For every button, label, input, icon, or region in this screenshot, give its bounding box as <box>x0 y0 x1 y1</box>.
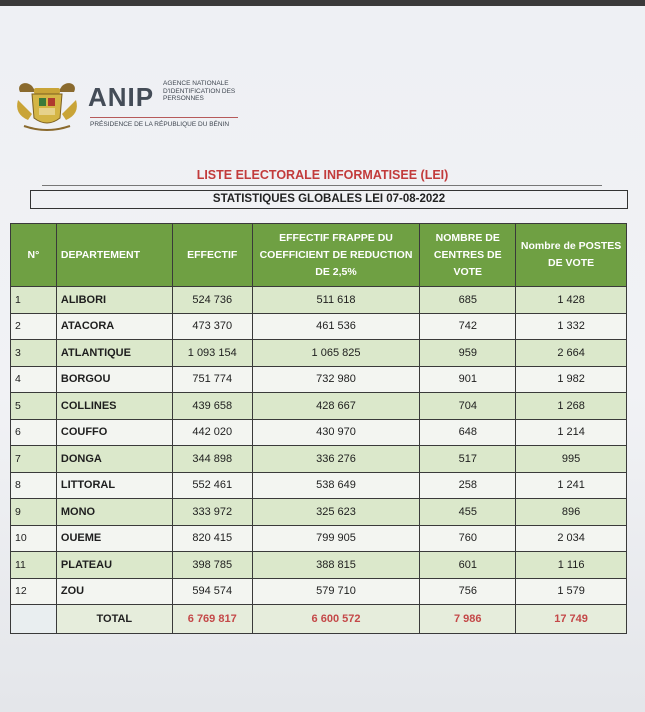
logo-divider <box>90 117 238 118</box>
column-header-number: N° <box>11 224 57 287</box>
row-effectif: 442 020 <box>172 419 252 446</box>
row-effectif: 1 093 154 <box>172 340 252 367</box>
row-centres: 742 <box>420 313 516 340</box>
row-number: 4 <box>11 366 57 393</box>
row-effectif: 398 785 <box>172 552 252 579</box>
row-effectif: 524 736 <box>172 287 252 314</box>
row-centres: 760 <box>420 525 516 552</box>
row-effectif-reduit: 428 667 <box>252 393 420 420</box>
row-number: 11 <box>11 552 57 579</box>
row-effectif: 333 972 <box>172 499 252 526</box>
row-effectif: 820 415 <box>172 525 252 552</box>
row-department: PLATEAU <box>56 552 172 579</box>
table-row <box>11 287 627 314</box>
table-row <box>11 366 627 393</box>
row-number: 6 <box>11 419 57 446</box>
row-number: 2 <box>11 313 57 340</box>
row-effectif-reduit: 336 276 <box>252 446 420 473</box>
row-effectif-reduit: 579 710 <box>252 578 420 605</box>
column-header-effectif-reduit: EFFECTIF FRAPPE DU COEFFICIENT DE REDUCTION DE 2,5% <box>252 224 420 287</box>
row-postes: 896 <box>516 499 627 526</box>
row-centres: 685 <box>420 287 516 314</box>
row-centres: 517 <box>420 446 516 473</box>
row-effectif: 552 461 <box>172 472 252 499</box>
row-number: 1 <box>11 287 57 314</box>
table-row <box>11 313 627 340</box>
row-postes: 1 579 <box>516 578 627 605</box>
row-number: 10 <box>11 525 57 552</box>
row-centres: 756 <box>420 578 516 605</box>
anip-logo: ANIP <box>88 82 155 112</box>
total-centres: 7 986 <box>420 605 516 634</box>
row-effectif-reduit: 325 623 <box>252 499 420 526</box>
row-postes: 995 <box>516 446 627 473</box>
table-row <box>11 472 627 499</box>
table-row <box>11 499 627 526</box>
row-centres: 601 <box>420 552 516 579</box>
table-row <box>11 419 627 446</box>
table-total-row <box>11 605 627 634</box>
row-department: ATACORA <box>56 313 172 340</box>
row-number: 8 <box>11 472 57 499</box>
row-effectif: 473 370 <box>172 313 252 340</box>
row-effectif-reduit: 511 618 <box>252 287 420 314</box>
title-underline <box>42 185 602 186</box>
table-row <box>11 446 627 473</box>
row-effectif: 344 898 <box>172 446 252 473</box>
table-row <box>11 525 627 552</box>
table-row <box>11 340 627 367</box>
row-department: COUFFO <box>56 419 172 446</box>
row-postes: 1 268 <box>516 393 627 420</box>
total-label: TOTAL <box>56 605 172 634</box>
row-effectif: 594 574 <box>172 578 252 605</box>
row-effectif-reduit: 799 905 <box>252 525 420 552</box>
row-postes: 1 116 <box>516 552 627 579</box>
row-effectif-reduit: 1 065 825 <box>252 340 420 367</box>
row-department: ZOU <box>56 578 172 605</box>
row-postes: 2 664 <box>516 340 627 367</box>
row-centres: 258 <box>420 472 516 499</box>
row-effectif-reduit: 732 980 <box>252 366 420 393</box>
row-effectif-reduit: 538 649 <box>252 472 420 499</box>
agency-name: AGENCE NATIONALE D'IDENTIFICATION DES PERSONNES <box>163 80 236 102</box>
total-postes: 17 749 <box>516 605 627 634</box>
row-number: 9 <box>11 499 57 526</box>
row-department: COLLINES <box>56 393 172 420</box>
row-effectif: 439 658 <box>172 393 252 420</box>
row-postes: 1 982 <box>516 366 627 393</box>
row-postes: 1 428 <box>516 287 627 314</box>
row-centres: 455 <box>420 499 516 526</box>
row-postes: 2 034 <box>516 525 627 552</box>
row-department: ATLANTIQUE <box>56 340 172 367</box>
row-postes: 1 332 <box>516 313 627 340</box>
row-centres: 959 <box>420 340 516 367</box>
table-row <box>11 393 627 420</box>
total-effectif: 6 769 817 <box>172 605 252 634</box>
column-header-postes: Nombre de POSTES DE VOTE <box>516 224 627 287</box>
table-row <box>11 552 627 579</box>
row-number: 7 <box>11 446 57 473</box>
presidency-line: PRÉSIDENCE DE LA RÉPUBLIQUE DU BÉNIN <box>90 121 230 128</box>
row-effectif-reduit: 388 815 <box>252 552 420 579</box>
row-effectif: 751 774 <box>172 366 252 393</box>
benin-coat-of-arms-icon <box>12 78 82 138</box>
row-department: MONO <box>56 499 172 526</box>
electoral-stats-table <box>10 223 627 634</box>
row-department: OUEME <box>56 525 172 552</box>
row-centres: 648 <box>420 419 516 446</box>
page-top-edge <box>0 0 645 6</box>
row-postes: 1 214 <box>516 419 627 446</box>
row-postes: 1 241 <box>516 472 627 499</box>
row-number: 12 <box>11 578 57 605</box>
row-effectif-reduit: 461 536 <box>252 313 420 340</box>
row-number: 3 <box>11 340 57 367</box>
column-header-department: DEPARTEMENT <box>56 224 172 287</box>
row-department: DONGA <box>56 446 172 473</box>
column-header-effectif: EFFECTIF <box>172 224 252 287</box>
table-header-row <box>11 224 627 287</box>
row-department: BORGOU <box>56 366 172 393</box>
row-centres: 901 <box>420 366 516 393</box>
total-effectif-reduit: 6 600 572 <box>252 605 420 634</box>
total-blank-cell <box>11 605 57 634</box>
row-centres: 704 <box>420 393 516 420</box>
row-department: ALIBORI <box>56 287 172 314</box>
document-subtitle: STATISTIQUES GLOBALES LEI 07-08-2022 <box>30 190 628 209</box>
row-effectif-reduit: 430 970 <box>252 419 420 446</box>
row-number: 5 <box>11 393 57 420</box>
document-title: LISTE ELECTORALE INFORMATISEE (LEI) <box>196 168 449 182</box>
table-row <box>11 578 627 605</box>
row-department: LITTORAL <box>56 472 172 499</box>
column-header-centres: NOMBRE DE CENTRES DE VOTE <box>420 224 516 287</box>
